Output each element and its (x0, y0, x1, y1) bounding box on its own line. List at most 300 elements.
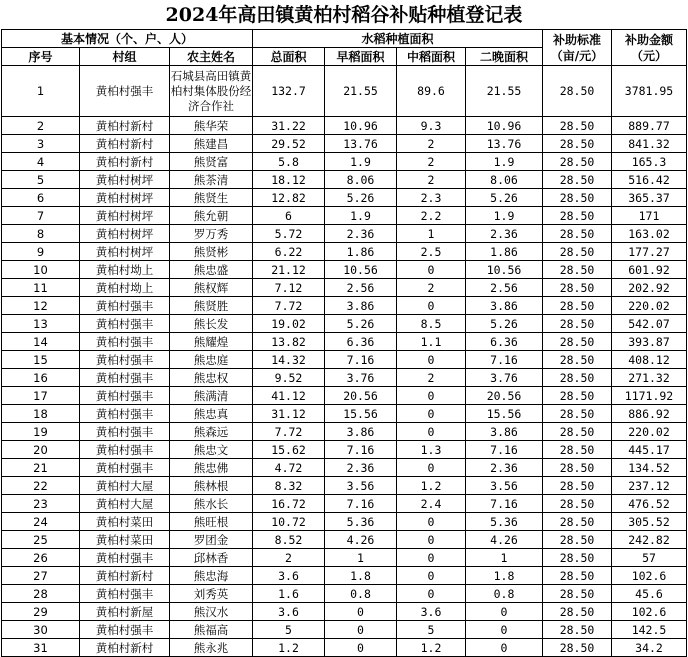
row-village: 黄柏村新屋 (80, 603, 170, 621)
row-amount: 177.27 (612, 243, 687, 261)
row-late-area: 0.8 (466, 585, 543, 603)
row-farmer: 邱林香 (170, 549, 253, 567)
row-amount: 102.6 (612, 603, 687, 621)
table-row (2, 459, 687, 477)
row-late-area: 2.56 (466, 279, 543, 297)
row-early-area: 7.16 (325, 441, 397, 459)
table-row (2, 441, 687, 459)
table-row (2, 477, 687, 495)
header-standard: 补助标准（亩/元） (543, 30, 612, 66)
row-standard: 28.50 (543, 279, 612, 297)
table-row (2, 333, 687, 351)
table-row (2, 153, 687, 171)
row-seq: 6 (2, 189, 80, 207)
row-farmer: 熊建昌 (170, 135, 253, 153)
row-seq: 25 (2, 531, 80, 549)
row-village: 黄柏村新村 (80, 639, 170, 657)
row-early-area: 8.06 (325, 171, 397, 189)
row-late-area: 7.16 (466, 441, 543, 459)
row-village: 黄柏村树坪 (80, 171, 170, 189)
row-standard: 28.50 (543, 603, 612, 621)
row-mid-area: 2 (397, 135, 466, 153)
row-farmer: 熊茶清 (170, 171, 253, 189)
row-early-area: 6.36 (325, 333, 397, 351)
row-mid-area: 0 (397, 423, 466, 441)
row-seq: 11 (2, 279, 80, 297)
row-seq: 5 (2, 171, 80, 189)
row-late-area: 3.56 (466, 477, 543, 495)
row-late-area: 7.16 (466, 495, 543, 513)
row-mid-area: 8.5 (397, 315, 466, 333)
row-village: 黄柏村坳上 (80, 279, 170, 297)
row-village: 黄柏村树坪 (80, 225, 170, 243)
row-seq: 1 (2, 66, 80, 117)
table-row (2, 279, 687, 297)
table-row (2, 225, 687, 243)
row-early-area: 10.56 (325, 261, 397, 279)
row-village: 黄柏村强丰 (80, 333, 170, 351)
table-row (2, 135, 687, 153)
table-row (2, 117, 687, 135)
row-total-area: 16.72 (253, 495, 325, 513)
row-early-area: 5.26 (325, 315, 397, 333)
row-standard: 28.50 (543, 405, 612, 423)
row-seq: 28 (2, 585, 80, 603)
row-seq: 17 (2, 387, 80, 405)
row-farmer: 熊忠盛 (170, 261, 253, 279)
row-late-area: 3.86 (466, 297, 543, 315)
row-seq: 13 (2, 315, 80, 333)
row-late-area: 1 (466, 549, 543, 567)
row-seq: 12 (2, 297, 80, 315)
row-farmer: 熊忠文 (170, 441, 253, 459)
row-mid-area: 2 (397, 369, 466, 387)
row-seq: 19 (2, 423, 80, 441)
row-standard: 28.50 (543, 225, 612, 243)
row-late-area: 6.36 (466, 333, 543, 351)
row-farmer: 熊耀煌 (170, 333, 253, 351)
row-early-area: 0 (325, 621, 397, 639)
row-mid-area: 1.2 (397, 477, 466, 495)
row-amount: 202.92 (612, 279, 687, 297)
row-village: 黄柏村新村 (80, 153, 170, 171)
row-total-area: 8.52 (253, 531, 325, 549)
table-row (2, 549, 687, 567)
row-standard: 28.50 (543, 315, 612, 333)
row-early-area: 5.36 (325, 513, 397, 531)
row-early-area: 15.56 (325, 405, 397, 423)
row-standard: 28.50 (543, 549, 612, 567)
row-standard: 28.50 (543, 387, 612, 405)
header-mid-area: 中稻面积 (397, 48, 466, 66)
row-mid-area: 9.3 (397, 117, 466, 135)
row-early-area: 1.86 (325, 243, 397, 261)
row-seq: 24 (2, 513, 80, 531)
row-mid-area: 3.6 (397, 603, 466, 621)
row-amount: 445.17 (612, 441, 687, 459)
row-early-area: 21.55 (325, 66, 397, 117)
row-seq: 23 (2, 495, 80, 513)
row-mid-area: 0 (397, 549, 466, 567)
row-total-area: 2 (253, 549, 325, 567)
row-mid-area: 2 (397, 279, 466, 297)
row-late-area: 1.8 (466, 567, 543, 585)
table-row (2, 315, 687, 333)
row-farmer: 熊允朝 (170, 207, 253, 225)
row-farmer: 熊贤彬 (170, 243, 253, 261)
table-row (2, 66, 687, 117)
row-mid-area: 0 (397, 585, 466, 603)
row-mid-area: 1.3 (397, 441, 466, 459)
row-late-area: 1.86 (466, 243, 543, 261)
row-amount: 271.32 (612, 369, 687, 387)
row-farmer: 熊贤生 (170, 189, 253, 207)
row-village: 黄柏村强丰 (80, 297, 170, 315)
row-seq: 18 (2, 405, 80, 423)
header-late-area: 二晚面积 (466, 48, 543, 66)
row-mid-area: 2.3 (397, 189, 466, 207)
row-mid-area: 0 (397, 459, 466, 477)
row-mid-area: 0 (397, 567, 466, 585)
row-total-area: 5.72 (253, 225, 325, 243)
row-early-area: 13.76 (325, 135, 397, 153)
row-seq: 3 (2, 135, 80, 153)
row-mid-area: 0 (397, 531, 466, 549)
row-seq: 20 (2, 441, 80, 459)
row-total-area: 12.82 (253, 189, 325, 207)
row-total-area: 3.6 (253, 567, 325, 585)
row-standard: 28.50 (543, 423, 612, 441)
row-standard: 28.50 (543, 117, 612, 135)
table-row (2, 585, 687, 603)
row-seq: 15 (2, 351, 80, 369)
row-farmer: 刘秀英 (170, 585, 253, 603)
row-standard: 28.50 (543, 333, 612, 351)
row-amount: 393.87 (612, 333, 687, 351)
row-village: 黄柏村树坪 (80, 243, 170, 261)
row-amount: 220.02 (612, 423, 687, 441)
row-village: 黄柏村强丰 (80, 459, 170, 477)
row-early-area: 3.56 (325, 477, 397, 495)
row-early-area: 1.8 (325, 567, 397, 585)
row-mid-area: 0 (397, 387, 466, 405)
row-total-area: 15.62 (253, 441, 325, 459)
table-body (2, 66, 687, 657)
row-late-area: 10.96 (466, 117, 543, 135)
table-row (2, 297, 687, 315)
row-village: 黄柏村强丰 (80, 315, 170, 333)
table-row (2, 387, 687, 405)
row-seq: 4 (2, 153, 80, 171)
header-early-area: 早稻面积 (325, 48, 397, 66)
row-total-area: 8.32 (253, 477, 325, 495)
row-standard: 28.50 (543, 621, 612, 639)
row-amount: 408.12 (612, 351, 687, 369)
row-amount: 542.07 (612, 315, 687, 333)
row-early-area: 7.16 (325, 495, 397, 513)
row-farmer: 罗万秀 (170, 225, 253, 243)
row-amount: 841.32 (612, 135, 687, 153)
header-group-rice: 水稻种植面积 (253, 30, 543, 48)
row-farmer: 熊永兆 (170, 639, 253, 657)
header-amount: 补助金额（元） (612, 30, 687, 66)
table-row (2, 243, 687, 261)
row-farmer: 熊汉水 (170, 603, 253, 621)
row-standard: 28.50 (543, 459, 612, 477)
row-total-area: 9.52 (253, 369, 325, 387)
row-mid-area: 2 (397, 153, 466, 171)
row-total-area: 29.52 (253, 135, 325, 153)
row-amount: 134.52 (612, 459, 687, 477)
row-late-area: 1.9 (466, 207, 543, 225)
row-mid-area: 0 (397, 513, 466, 531)
table-row (2, 495, 687, 513)
row-mid-area: 2.2 (397, 207, 466, 225)
row-seq: 29 (2, 603, 80, 621)
table-row (2, 567, 687, 585)
row-seq: 2 (2, 117, 80, 135)
row-total-area: 1.6 (253, 585, 325, 603)
row-farmer: 罗团金 (170, 531, 253, 549)
row-village: 黄柏村菜田 (80, 513, 170, 531)
row-seq: 8 (2, 225, 80, 243)
row-standard: 28.50 (543, 207, 612, 225)
row-village: 黄柏村强丰 (80, 585, 170, 603)
row-village: 黄柏村新村 (80, 117, 170, 135)
table-row (2, 351, 687, 369)
table-row (2, 603, 687, 621)
table-row (2, 171, 687, 189)
row-total-area: 13.82 (253, 333, 325, 351)
row-late-area: 8.06 (466, 171, 543, 189)
row-total-area: 14.32 (253, 351, 325, 369)
table-row (2, 423, 687, 441)
row-total-area: 5 (253, 621, 325, 639)
row-standard: 28.50 (543, 639, 612, 657)
row-amount: 365.37 (612, 189, 687, 207)
row-mid-area: 89.6 (397, 66, 466, 117)
row-total-area: 6 (253, 207, 325, 225)
row-late-area: 5.36 (466, 513, 543, 531)
row-amount: 516.42 (612, 171, 687, 189)
row-early-area: 5.26 (325, 189, 397, 207)
row-seq: 10 (2, 261, 80, 279)
row-early-area: 10.96 (325, 117, 397, 135)
row-amount: 305.52 (612, 513, 687, 531)
row-amount: 601.92 (612, 261, 687, 279)
row-amount: 220.02 (612, 297, 687, 315)
row-standard: 28.50 (543, 567, 612, 585)
row-mid-area: 1.2 (397, 639, 466, 657)
row-standard: 28.50 (543, 135, 612, 153)
row-seq: 16 (2, 369, 80, 387)
row-standard: 28.50 (543, 243, 612, 261)
row-amount: 57 (612, 549, 687, 567)
row-amount: 237.12 (612, 477, 687, 495)
table-row (2, 207, 687, 225)
row-total-area: 7.72 (253, 423, 325, 441)
row-seq: 31 (2, 639, 80, 657)
row-village: 黄柏村大屋 (80, 495, 170, 513)
row-mid-area: 2.4 (397, 495, 466, 513)
row-farmer: 熊福高 (170, 621, 253, 639)
row-farmer: 熊忠庭 (170, 351, 253, 369)
row-farmer: 石城县高田镇黄柏村集体股份经济合作社 (170, 66, 253, 117)
row-farmer: 熊忠真 (170, 405, 253, 423)
table-row (2, 513, 687, 531)
row-standard: 28.50 (543, 297, 612, 315)
row-late-area: 5.26 (466, 189, 543, 207)
row-early-area: 3.76 (325, 369, 397, 387)
row-village: 黄柏村坳上 (80, 261, 170, 279)
subsidy-table (1, 29, 687, 657)
table-row (2, 621, 687, 639)
row-late-area: 21.55 (466, 66, 543, 117)
header-farmer: 农主姓名 (170, 48, 253, 66)
row-late-area: 2.36 (466, 459, 543, 477)
row-mid-area: 0 (397, 261, 466, 279)
row-farmer: 熊旺根 (170, 513, 253, 531)
row-mid-area: 5 (397, 621, 466, 639)
row-amount: 3781.95 (612, 66, 687, 117)
row-village: 黄柏村强丰 (80, 621, 170, 639)
row-village: 黄柏村强丰 (80, 66, 170, 117)
row-village: 黄柏村强丰 (80, 405, 170, 423)
row-seq: 26 (2, 549, 80, 567)
page-title: 2024年高田镇黄柏村稻谷补贴种植登记表 (165, 4, 523, 26)
row-total-area: 31.12 (253, 405, 325, 423)
row-late-area: 0 (466, 639, 543, 657)
header-total-area: 总面积 (253, 48, 325, 66)
row-farmer: 熊长发 (170, 315, 253, 333)
row-village: 黄柏村强丰 (80, 369, 170, 387)
row-standard: 28.50 (543, 351, 612, 369)
row-amount: 142.5 (612, 621, 687, 639)
row-farmer: 熊森远 (170, 423, 253, 441)
row-mid-area: 2 (397, 171, 466, 189)
row-total-area: 3.6 (253, 603, 325, 621)
row-standard: 28.50 (543, 66, 612, 117)
row-amount: 165.3 (612, 153, 687, 171)
header-group-basic: 基本情况（个、户、人） (2, 30, 253, 48)
row-amount: 102.6 (612, 567, 687, 585)
row-farmer: 熊忠海 (170, 567, 253, 585)
row-total-area: 18.12 (253, 171, 325, 189)
row-standard: 28.50 (543, 441, 612, 459)
row-late-area: 3.76 (466, 369, 543, 387)
row-early-area: 20.56 (325, 387, 397, 405)
row-farmer: 熊忠佛 (170, 459, 253, 477)
row-late-area: 4.26 (466, 531, 543, 549)
row-total-area: 1.2 (253, 639, 325, 657)
row-farmer: 熊贤胜 (170, 297, 253, 315)
row-early-area: 3.86 (325, 297, 397, 315)
row-amount: 889.77 (612, 117, 687, 135)
row-village: 黄柏村强丰 (80, 549, 170, 567)
row-farmer: 熊忠权 (170, 369, 253, 387)
row-late-area: 3.86 (466, 423, 543, 441)
row-total-area: 19.02 (253, 315, 325, 333)
row-seq: 22 (2, 477, 80, 495)
row-total-area: 6.22 (253, 243, 325, 261)
row-total-area: 5.8 (253, 153, 325, 171)
row-early-area: 1 (325, 549, 397, 567)
row-early-area: 3.86 (325, 423, 397, 441)
row-amount: 45.6 (612, 585, 687, 603)
header-village: 村组 (80, 48, 170, 66)
row-farmer: 熊林根 (170, 477, 253, 495)
row-village: 黄柏村强丰 (80, 423, 170, 441)
row-total-area: 41.12 (253, 387, 325, 405)
row-mid-area: 2.5 (397, 243, 466, 261)
table-row (2, 261, 687, 279)
row-seq: 30 (2, 621, 80, 639)
row-mid-area: 1.1 (397, 333, 466, 351)
row-total-area: 4.72 (253, 459, 325, 477)
row-total-area: 10.72 (253, 513, 325, 531)
row-mid-area: 1 (397, 225, 466, 243)
row-mid-area: 0 (397, 297, 466, 315)
table-row (2, 189, 687, 207)
row-amount: 242.82 (612, 531, 687, 549)
header-seq: 序号 (2, 48, 80, 66)
row-standard: 28.50 (543, 531, 612, 549)
row-farmer: 熊满清 (170, 387, 253, 405)
row-seq: 14 (2, 333, 80, 351)
table-row (2, 639, 687, 657)
row-mid-area: 0 (397, 405, 466, 423)
row-seq: 7 (2, 207, 80, 225)
row-amount: 171 (612, 207, 687, 225)
row-farmer: 熊华荣 (170, 117, 253, 135)
row-early-area: 0 (325, 603, 397, 621)
row-early-area: 0 (325, 639, 397, 657)
row-standard: 28.50 (543, 171, 612, 189)
row-village: 黄柏村树坪 (80, 207, 170, 225)
row-village: 黄柏村新村 (80, 567, 170, 585)
row-standard: 28.50 (543, 495, 612, 513)
row-early-area: 0.8 (325, 585, 397, 603)
row-total-area: 7.12 (253, 279, 325, 297)
row-farmer: 熊贤富 (170, 153, 253, 171)
row-standard: 28.50 (543, 261, 612, 279)
row-amount: 476.52 (612, 495, 687, 513)
row-late-area: 10.56 (466, 261, 543, 279)
table-row (2, 369, 687, 387)
row-village: 黄柏村大屋 (80, 477, 170, 495)
row-late-area: 15.56 (466, 405, 543, 423)
row-standard: 28.50 (543, 189, 612, 207)
row-early-area: 1.9 (325, 153, 397, 171)
row-total-area: 21.12 (253, 261, 325, 279)
row-total-area: 7.72 (253, 297, 325, 315)
row-farmer: 熊权辉 (170, 279, 253, 297)
row-village: 黄柏村强丰 (80, 351, 170, 369)
row-early-area: 2.56 (325, 279, 397, 297)
row-amount: 163.02 (612, 225, 687, 243)
row-late-area: 1.9 (466, 153, 543, 171)
row-mid-area: 0 (397, 351, 466, 369)
row-early-area: 2.36 (325, 225, 397, 243)
row-total-area: 31.22 (253, 117, 325, 135)
row-amount: 34.2 (612, 639, 687, 657)
row-late-area: 20.56 (466, 387, 543, 405)
row-village: 黄柏村菜田 (80, 531, 170, 549)
row-early-area: 1.9 (325, 207, 397, 225)
row-standard: 28.50 (543, 585, 612, 603)
table-row (2, 405, 687, 423)
row-late-area: 5.26 (466, 315, 543, 333)
